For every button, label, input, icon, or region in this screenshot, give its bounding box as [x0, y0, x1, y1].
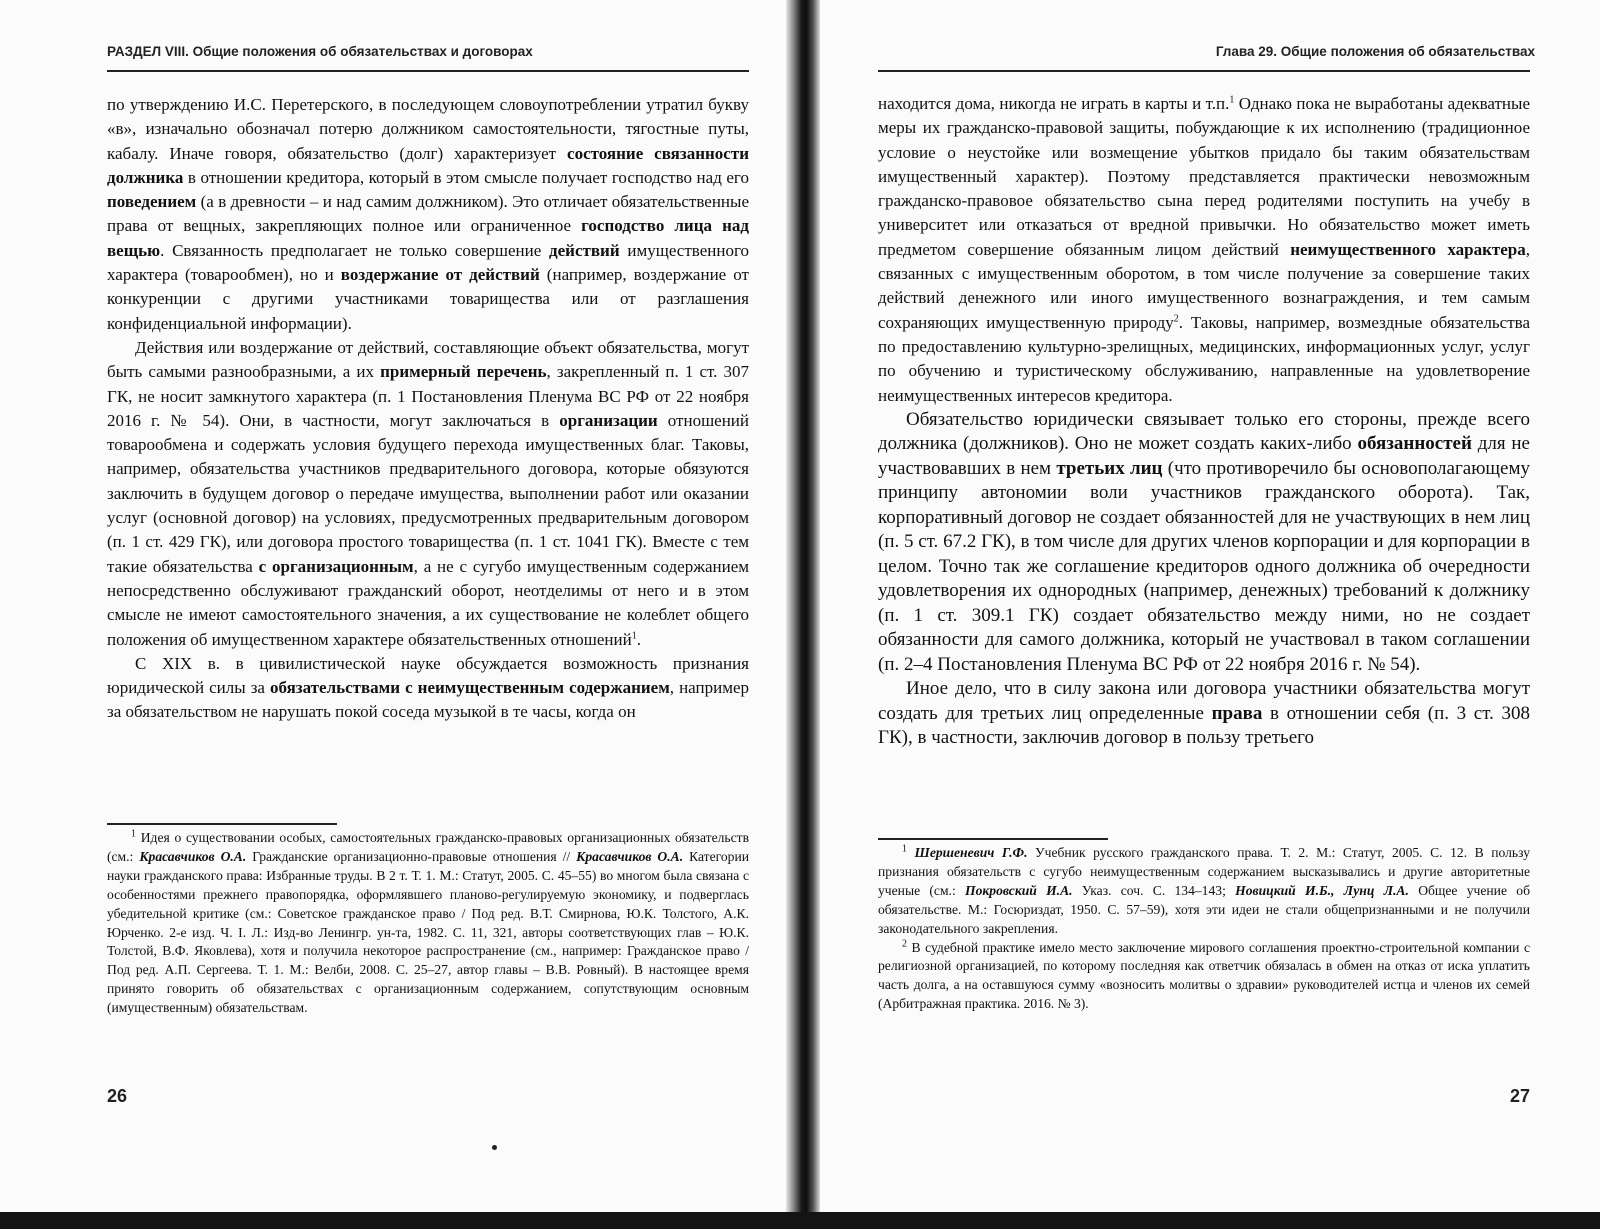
bold-term: организации	[559, 410, 658, 430]
text-run: отношений товарообмена и содержать условия будущего перехода имущественных благ. Таковы, например, обязательства участников предварительного договора, которые обязуются заключить в будущем договор о передаче имущества, выполнении работ или оказании услуг (основной договор) на условиях, предусмотренных предварительным договором (п. 1 ст. 429 ГК), или договора простого товарищества (п. 1 ст. 1041 ГК). Вместе с тем такие обязательства	[107, 410, 750, 576]
footnote-marker: 1	[902, 843, 907, 855]
bold-term: примерный перечень	[380, 362, 547, 382]
author-name: Красавчиков О.А.	[576, 848, 684, 864]
bold-term: действий	[549, 240, 620, 260]
text-run: для не участвовавших в нем	[878, 433, 1530, 479]
text-run: . Таковы, например, возмездные обязательства по предоставлению культурно-зрелищных, медицинских, информационных услуг, услуг по обучению и туристическому обслуживанию, направленные на удовлетворение неимущественных интересов кредитора.	[878, 312, 1530, 405]
running-head: Глава 29. Общие положения об обязательствах	[1215, 44, 1535, 59]
book-gutter	[786, 0, 820, 1212]
text-run: Однако пока не выработаны адекватные меры их гражданско-правовой защиты, побуждающие к их исполнению (традиционное условие о неустойке или возмещение убытков придало бы таким обязательствам имущественный характер). Поэтому представляется практически невозможным гражданско-правовое обязательство сына перед родителями поступить на учебу в университет или отказаться от вредной привычки. Но обязательство может иметь предметом совершение обязанным лицом действий	[878, 94, 1530, 259]
text-run: , связанных с имущественным оборотом, в том числе получение за совершение таких действий денежного или иного имущественного вознаграждения, и тем самым сохраняющих имущественную природу	[878, 239, 1530, 332]
bold-term: неимущественного характера	[1290, 239, 1526, 259]
footnote	[878, 939, 1530, 1015]
text-run	[907, 845, 915, 860]
text-run: Гражданские организационно-правовые отношения //	[246, 848, 577, 864]
footnotes	[878, 844, 1530, 1014]
footnote-marker: 2	[1173, 313, 1179, 325]
text-run: Категории науки гражданского права: Избранные труды. В 2 т. Т. 1. М.: Статут, 2005. С. 45–55) во многом была связана с особенностями прежнего правопорядка, оформлявшего планово-регулируемую экономику, и подверглась убедительной критике (см.: Советское гражданское право / Под ред. В.Т. Смирнова, Ю.К. Толстого, А.К. Юрченко. 2-е изд. Ч. I. Л.: Изд-во Ленингр. ун-та, 1982. С. 11, 321, авторы соответствующих глав – Ю.К. Толстой, В.Ф. Яковлева), хотя и получила некоторое распространение (см., например: Гражданское право / Под ред. А.П. Сергеева. Т. 1. М.: Велби, 2008. С. 25–27, автор главы – В.В. Ровный). В настоящее время принято говорить об обязательствах с организационным содержанием, сопутствующим основным (имущественным) обязательствам.	[107, 848, 749, 1016]
paragraph	[107, 336, 749, 652]
text-run: (что противоречило бы основополагающему принципу автономии воли участников гражданского оборота). Так, корпоративный договор не создает обязанностей для не участвующих в нем лиц (п. 5 ст. 67.2 ГК), в том числе для других членов корпорации и для корпорации в целом. Точно так же соглашение кредиторов одного должника об очередности удовлетворения их однородных (например, денежных) требований к должнику (п. 1 ст. 309.1 ГК) создает обязательство между ними, но не создает обязанности для самого должника, который не участвовал в таком соглашении (п. 2–4 Постановления Пленума ВС РФ от 22 ноября 2016 г. № 54).	[878, 457, 1530, 675]
text-run: .	[636, 629, 641, 649]
footnote	[107, 829, 749, 1018]
text-run: имущественного характера (товарообмен), но и	[107, 240, 750, 285]
footnotes	[107, 829, 749, 1018]
text-run: Идея о существовании особых, самостоятельных гражданско-правовых организационных обязательств (см.:	[107, 830, 749, 864]
body-text	[878, 92, 1530, 751]
text-run: Учебник русского гражданского права. Т. 2. М.: Статут, 2005. С. 12. В пользу признания обязательств с сугубо неимущественным содержанием высказывались и другие авторитетные ученые (см.:	[878, 845, 1530, 898]
right-page	[820, 0, 1600, 1212]
author-name: Новицкий И.Б., Лунц Л.А.	[1235, 882, 1409, 898]
text-run: В судебной практике имело место заключение мирового соглашения проектно-строительной компании с религиозной организацией, по которому последняя как ответчик обязалась в обмен на отказ от иска уплатить часть долга, а на оставшуюся сумму «возносить молитвы о здравии» руководителей истца и членов их семей (Арбитражная практика. 2016. № 3).	[878, 939, 1530, 1012]
bold-term: воздержание от действий	[340, 265, 540, 285]
footnote	[878, 844, 1530, 939]
footnote-marker: 2	[902, 938, 907, 949]
paragraph	[878, 677, 1530, 751]
text-run: (а в древности – и над самим должником). Это отличает обязательственные права от вещных, закрепляющих полное или ограниченное	[107, 192, 749, 236]
bold-term: обязательствами с неимущественным содержанием	[270, 678, 670, 698]
author-name: Покровский И.А.	[965, 882, 1073, 898]
text-run: Общее учение об обязательстве. М.: Госюриздат, 1950. С. 57–59), хотя эти идеи не стали общепризнанными и не получили законодательного закрепления.	[878, 882, 1530, 936]
footnote-rule	[878, 838, 1108, 840]
footnote-marker: 1	[1229, 94, 1235, 106]
text-run: (например, воздержание от конкуренции с другими участниками товарищества или от разглашения конфиденциальной информации).	[107, 265, 749, 333]
bold-term: господство лица над вещью	[107, 216, 750, 260]
bold-term: с организационным	[258, 556, 414, 576]
text-run: Обязательство юридически связывает только его стороны, прежде всего должника (должников). Оно не может создать каких-либо	[878, 408, 1530, 455]
text-run: в отношении себя (п. 3 ст. 308 ГК), в частности, заключив договор в пользу третьего	[878, 702, 1530, 749]
text-run: Иное дело, что в силу закона или договора участники обязательства могут создать для третьих лиц определенные	[878, 678, 1530, 724]
footnote-marker: 1	[131, 828, 136, 840]
paragraph	[107, 652, 749, 725]
text-run: С XIX в. в цивилистической науке обсуждается возможность признания юридической силы за	[107, 653, 749, 698]
author-name: Шершеневич Г.Ф.	[914, 845, 1028, 860]
text-run: в отношении кредитора, который в этом смысле получает господство над его	[183, 167, 749, 187]
left-page	[0, 0, 786, 1212]
page-number: 26	[107, 1086, 128, 1106]
text-run: , а не с сугубо имущественным содержанием непосредственно обслуживают гражданский оборот, неотделимы от него и в этом смысле не имеют самостоятельного значения, а их существование не колеблет общего положения об имущественном характере обязательственных отношений	[107, 556, 750, 649]
running-head: РАЗДЕЛ VIII. Общие положения об обязательствах и договорах	[107, 44, 533, 59]
text-run: Указ. соч. С. 134–143;	[1072, 882, 1236, 898]
text-run: находится дома, никогда не играть в карты и т.п.	[878, 94, 1230, 113]
header-rule	[878, 70, 1530, 72]
bold-term: состояние связанности должника	[107, 143, 749, 187]
bold-term: права	[1211, 702, 1263, 724]
paragraph	[107, 93, 749, 336]
author-name: Красавчиков О.А.	[139, 848, 247, 864]
paragraph	[878, 92, 1530, 408]
paragraph	[878, 408, 1530, 678]
bold-term: обязанностей	[1357, 433, 1472, 455]
bold-term: третьих лиц	[1056, 457, 1163, 479]
text-run: по утверждению И.С. Перетерского, в последующем словоупотреблении утратил букву «в», изначально обозначал потерю должником самостоятельности, тягостные путы, кабалу. Иначе говоря, обязательство (долг) характеризует	[107, 95, 749, 163]
text-run: . Связанность предполагает не только совершение	[160, 240, 550, 260]
footnote-marker: 1	[631, 629, 637, 641]
bold-term: поведением	[107, 192, 197, 212]
text-run: , например за обязательством не нарушать покой соседа музыкой в те часы, когда он	[107, 678, 749, 722]
text-run: , закрепленный п. 1 ст. 307 ГК, не носит замкнутого характера (п. 1 Постановления Пленума ВС РФ от 22 ноября 2016 г. № 54). Они, в частности, могут заключаться в	[107, 362, 749, 430]
text-run: Действия или воздержание от действий, составляющие объект обязательства, могут быть самыми разнообразными, а их	[107, 337, 749, 382]
page-number: 27	[1509, 1086, 1530, 1106]
scan-speck	[492, 1145, 497, 1150]
footnote-rule	[107, 823, 337, 825]
header-rule	[107, 70, 749, 72]
body-text	[107, 93, 749, 725]
